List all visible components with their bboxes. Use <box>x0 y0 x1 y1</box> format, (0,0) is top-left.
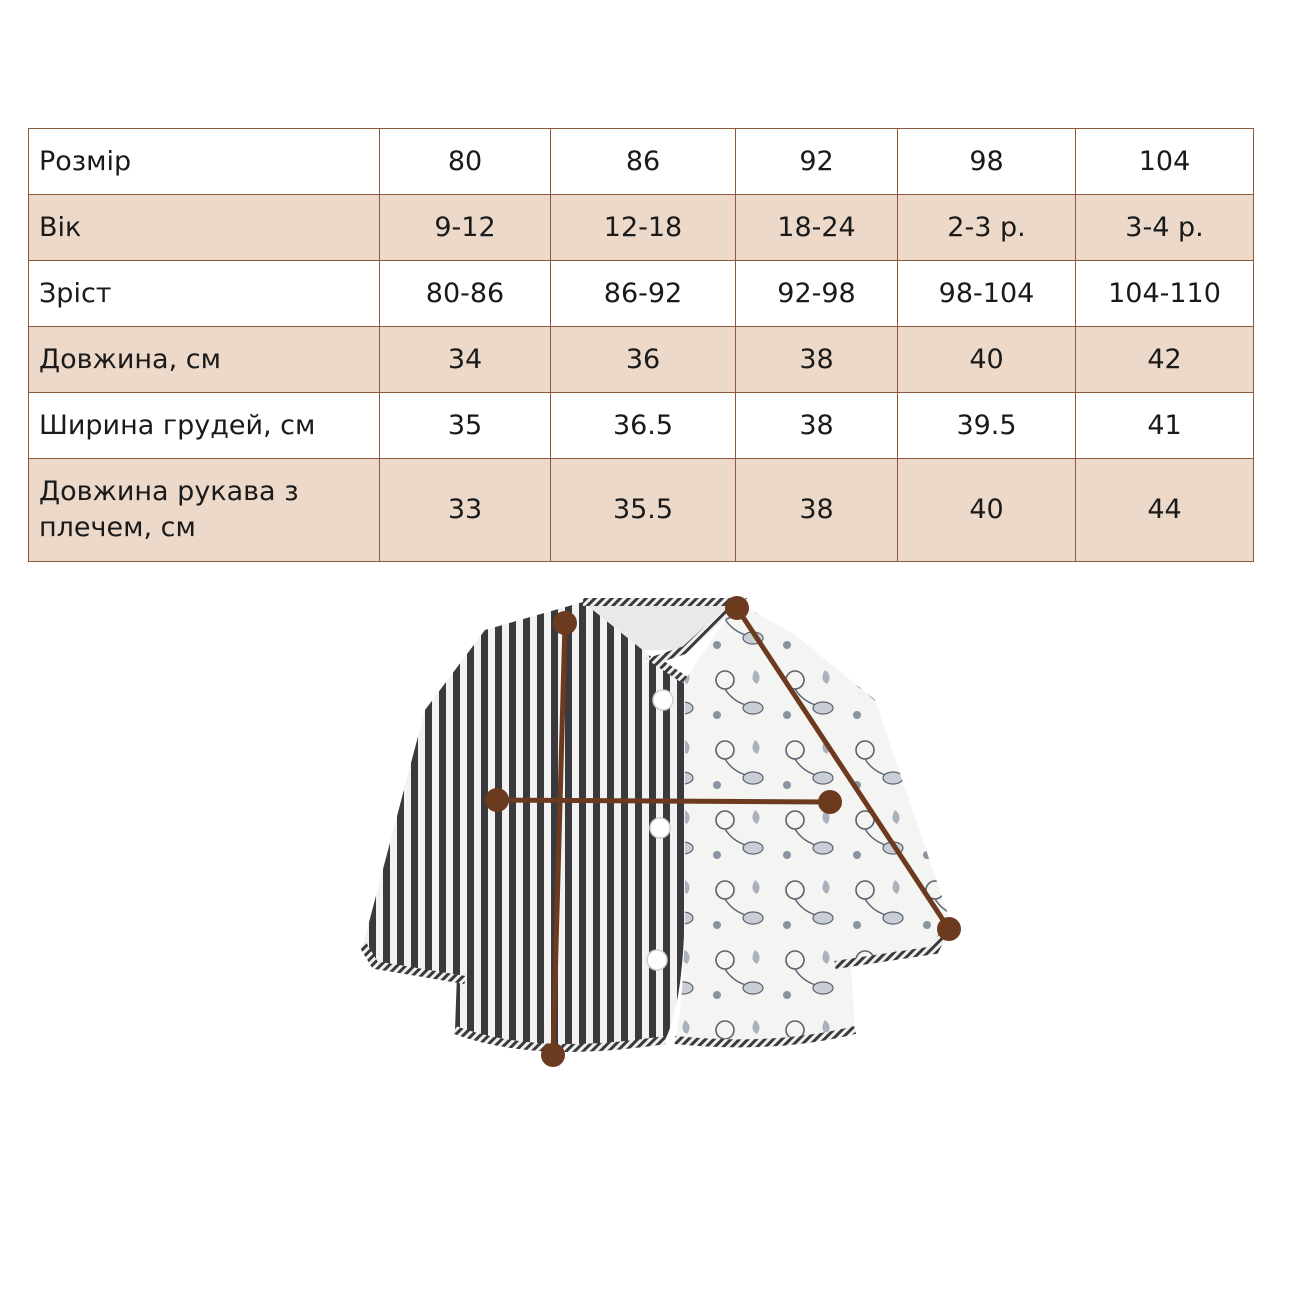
cell: 92-98 <box>736 261 898 327</box>
cell: 104 <box>1076 129 1254 195</box>
row-chest-width <box>29 393 1254 459</box>
cell: 18-24 <box>736 195 898 261</box>
cell: 98-104 <box>898 261 1076 327</box>
cell: 86-92 <box>551 261 736 327</box>
row-label: Ширина грудей, см <box>29 393 380 459</box>
length-top-marker <box>553 611 577 635</box>
cell: 9-12 <box>380 195 551 261</box>
row-height <box>29 261 1254 327</box>
cell: 98 <box>898 129 1076 195</box>
chest-right-marker <box>818 790 842 814</box>
cell: 39.5 <box>898 393 1076 459</box>
row-sleeve-length <box>29 459 1254 562</box>
sleeve-top-marker <box>725 596 749 620</box>
row-label: Зріст <box>29 261 380 327</box>
chest-guide-line <box>497 800 830 802</box>
chest-left-marker <box>485 788 509 812</box>
cell: 38 <box>736 393 898 459</box>
cell: 41 <box>1076 393 1254 459</box>
row-label: Довжина, см <box>29 327 380 393</box>
cell: 12-18 <box>551 195 736 261</box>
cell: 3-4 р. <box>1076 195 1254 261</box>
row-label: Довжина рукава з плечем, см <box>29 459 380 562</box>
row-age <box>29 195 1254 261</box>
cell: 2-3 р. <box>898 195 1076 261</box>
row-label: Вік <box>29 195 380 261</box>
jacket-measurement-diagram <box>355 590 975 1080</box>
cell: 38 <box>736 459 898 562</box>
cell: 44 <box>1076 459 1254 562</box>
jacket-button <box>653 690 673 710</box>
sleeve-bottom-marker <box>937 917 961 941</box>
length-bottom-marker <box>541 1043 565 1067</box>
cell: 36 <box>551 327 736 393</box>
cell: 40 <box>898 459 1076 562</box>
jacket-button <box>650 818 670 838</box>
cell: 35.5 <box>551 459 736 562</box>
cell: 40 <box>898 327 1076 393</box>
row-label: Розмір <box>29 129 380 195</box>
row-length <box>29 327 1254 393</box>
cell: 80-86 <box>380 261 551 327</box>
cell: 33 <box>380 459 551 562</box>
cell: 35 <box>380 393 551 459</box>
cell: 80 <box>380 129 551 195</box>
cell: 86 <box>551 129 736 195</box>
size-chart-table <box>28 128 1254 562</box>
cell: 34 <box>380 327 551 393</box>
cell: 36.5 <box>551 393 736 459</box>
row-size <box>29 129 1254 195</box>
cell: 104-110 <box>1076 261 1254 327</box>
cell: 38 <box>736 327 898 393</box>
jacket-button <box>647 950 667 970</box>
cell: 92 <box>736 129 898 195</box>
cell: 42 <box>1076 327 1254 393</box>
